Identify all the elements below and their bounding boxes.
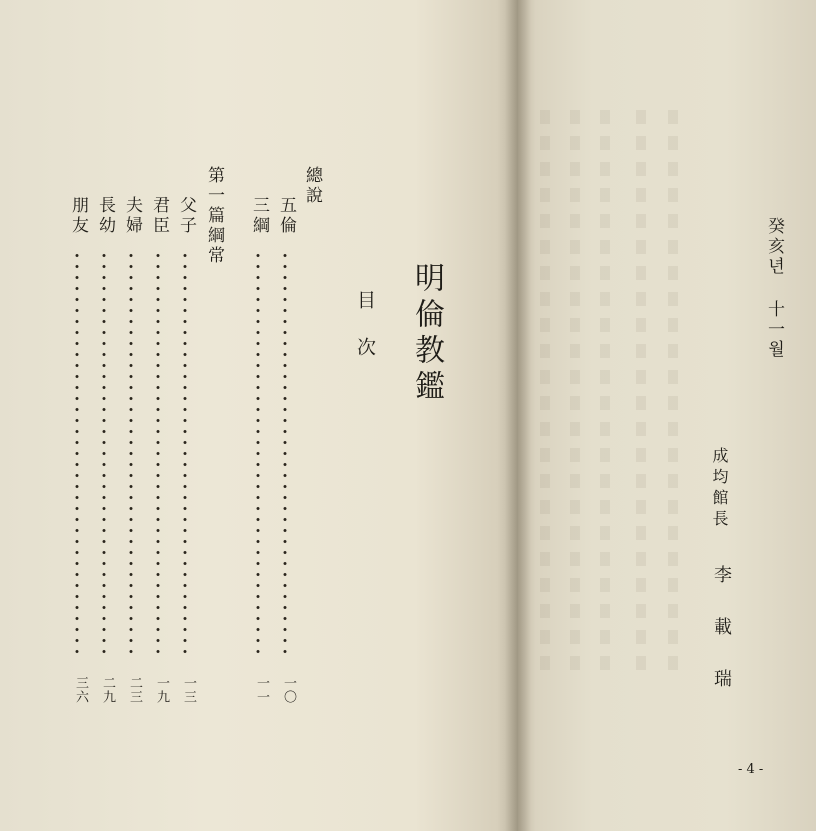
toc-page-number: 一三 <box>181 676 196 704</box>
book-title: 明倫教鑑 <box>409 262 444 406</box>
bleed-through <box>570 110 580 670</box>
toc-page-number: 一九 <box>154 676 169 704</box>
toc-entry-title: 三綱 <box>249 196 269 236</box>
toc-leader-dots <box>183 250 187 658</box>
section-label-part-one: 第一篇綱常 <box>204 166 224 266</box>
toc-heading: 目次 <box>354 290 376 384</box>
toc-page-number: 二三 <box>127 676 142 704</box>
bleed-through <box>600 110 610 670</box>
toc-entry-title: 夫婦 <box>122 196 142 236</box>
toc-entry-title: 朋友 <box>68 196 88 236</box>
bleed-through <box>668 110 678 670</box>
bleed-through <box>540 110 550 670</box>
toc-leader-dots <box>129 250 133 658</box>
toc-leader-dots <box>102 250 106 658</box>
toc-page-number: 三六 <box>73 676 88 704</box>
right-page <box>518 0 816 831</box>
toc-leader-dots <box>156 250 160 658</box>
toc-page-number: 一〇 <box>281 676 296 704</box>
toc-entry-title: 五倫 <box>276 196 296 236</box>
book-gutter <box>505 0 531 831</box>
toc-entry-title: 君臣 <box>149 196 169 236</box>
toc-entry-title: 父子 <box>176 196 196 236</box>
toc-page-number: 二九 <box>100 676 115 704</box>
toc-page-number: 一一 <box>254 676 269 704</box>
signer-name: 李載瑞 <box>711 565 732 721</box>
page-folio: - 4 - <box>738 762 764 777</box>
preface-date: 癸亥년 十一월 <box>764 217 784 360</box>
bleed-through <box>636 110 646 670</box>
toc-leader-dots <box>256 250 260 658</box>
toc-leader-dots <box>283 250 287 658</box>
signer-title: 成均館長 <box>710 447 729 531</box>
toc-entry-title: 長幼 <box>95 196 115 236</box>
toc-leader-dots <box>75 250 79 658</box>
section-label-general: 總說 <box>302 166 322 206</box>
